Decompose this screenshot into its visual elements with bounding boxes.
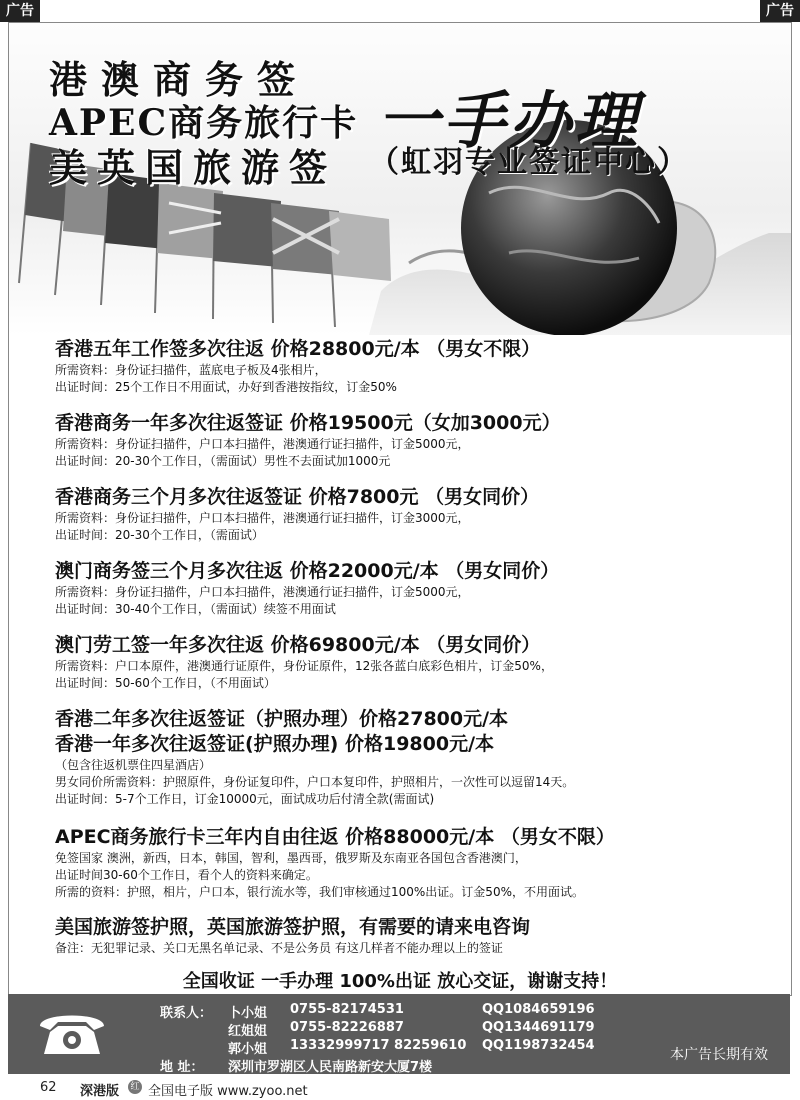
visa-center-name: （虹羽专业签证中心） (369, 145, 689, 180)
visa-item-detail: 出证时间：20-30个工作日，（需面试） (55, 528, 264, 542)
contact-phone[interactable]: 0755-82226887 (290, 1020, 404, 1035)
visa-item-detail: 所需资料：身份证扫描件，户口本扫描件，港澳通行证扫描件，订金5000元， (55, 437, 470, 451)
contact-qq[interactable]: QQ1344691179 (482, 1020, 595, 1035)
visa-item-title: APEC商务旅行卡三年内自由往返 价格88000元/本 （男女不限） (55, 826, 615, 848)
validity-note: 本广告长期有效 (670, 1047, 768, 1063)
contact-qq[interactable]: QQ1198732454 (482, 1038, 595, 1053)
visa-item (55, 337, 775, 396)
contact-phone[interactable]: 0755-82174531 (290, 1002, 404, 1017)
hero-title-line-3: 美英国旅游签 (49, 145, 338, 190)
website-link[interactable]: 全国电子版 www.zyoo.net (148, 1084, 308, 1099)
visa-item-detail: （包含往返机票住四星酒店） (55, 758, 212, 772)
contact-name: 卜小姐 (228, 1006, 268, 1021)
hero-title-line-1: 港澳商务签 (49, 57, 310, 102)
visa-item-detail: 所需资料：身份证扫描件，户口本扫描件，港澳通行证扫描件，订金3000元， (55, 511, 470, 525)
visa-item (55, 559, 775, 618)
visa-item-detail: 出证时间：25个工作日不用面试，办好到香港按指纹，订金50% (55, 380, 397, 394)
visa-item (55, 633, 775, 692)
visa-item-title: 澳门劳工签一年多次往返 价格69800元/本 （男女同价） (55, 634, 541, 656)
visa-item (55, 485, 775, 544)
visa-item-detail: 男女同价所需资料：护照原件，身份证复印件，户口本复印件，护照相片，一次性可以逗留14天。 (55, 775, 575, 789)
visa-item-detail: 所需的资料：护照，相片，户口本，银行流水等，我们审核通过100%出证。订金50%，不用面试。 (55, 885, 584, 899)
contact-name: 红姐姐 (228, 1024, 268, 1039)
visa-item-detail: 备注：无犯罪记录、关口无黑名单记录、不是公务员 有这几样者不能办理以上的签证 (55, 941, 503, 955)
contact-label: 联系人： (160, 1006, 213, 1021)
visa-item-detail: 出证时间：5-7个工作日，订金10000元，面试成功后付清全款(需面试) (55, 792, 435, 806)
page-footer (0, 1074, 800, 1100)
visa-item-detail: 所需资料：身份证扫描件，户口本扫描件，港澳通行证扫描件，订金5000元， (55, 585, 470, 599)
visa-item (55, 707, 775, 808)
visa-item-detail: 所需资料：身份证扫描件，蓝底电子板及4张相片， (55, 363, 327, 377)
contact-qq[interactable]: QQ1084659196 (482, 1002, 595, 1017)
visa-item-detail: 出证时间30-60个工作日，看个人的资料来确定。 (55, 868, 318, 882)
ad-frame (8, 22, 792, 996)
contact-name: 郭小姐 (228, 1042, 268, 1057)
visa-item-detail: 出证时间：20-30个工作日，（需面试）男性不去面试加1000元 (55, 454, 391, 468)
telephone-icon (36, 1008, 108, 1058)
hero-banner (9, 23, 791, 335)
visa-item-title: 香港二年多次往返签证（护照办理）价格27800元/本 (55, 708, 509, 730)
address-text: 深圳市罗湖区人民南路新安大厦7楼 (228, 1060, 433, 1075)
visa-item-title: 澳门商务签三个月多次往返 价格22000元/本 （男女同价） (55, 560, 560, 582)
visa-item (55, 825, 775, 901)
hero-title-line-2: APEC商务旅行卡 (49, 102, 359, 144)
ad-tag-left: 广告 (0, 0, 40, 22)
address-label: 地 址： (160, 1060, 204, 1075)
ad-tag-right: 广告 (760, 0, 800, 22)
visa-item-title: 香港商务三个月多次往返签证 价格7800元 （男女同价） (55, 486, 540, 508)
visa-item-detail: 出证时间：50-60个工作日，（不用面试） (55, 676, 276, 690)
visa-item-title: 香港商务一年多次往返签证 价格19500元（女加3000元） (55, 412, 561, 434)
edition-badge-icon: 红 (128, 1080, 142, 1094)
visa-item (55, 411, 775, 470)
visa-item-title-2: 香港一年多次往返签证(护照办理) 价格19800元/本 (55, 733, 495, 755)
page-number: 62 (40, 1080, 57, 1095)
contact-bar (8, 994, 790, 1074)
closing-slogan: 全国收证 一手办理 100%出证 放心交证，谢谢支持！ (182, 971, 618, 992)
hero-slogan: 一手办理 (377, 84, 642, 157)
visa-item-title: 香港五年工作签多次往返 价格28800元/本 （男女不限） (55, 338, 541, 360)
edition-name: 深港版 (80, 1084, 120, 1099)
visa-item-detail: 免签国家 澳洲，新西，日本，韩国，智利，墨西哥，俄罗斯及东南亚各国包含香港澳门， (55, 851, 527, 865)
visa-item-detail: 出证时间：30-40个工作日，（需面试）续签不用面试 (55, 602, 336, 616)
contact-phone[interactable]: 13332999717 82259610 (290, 1038, 467, 1053)
visa-item-detail: 所需资料：户口本原件，港澳通行证原件，身份证原件，12张各蓝白底彩色相片，订金50%， (55, 659, 553, 673)
visa-item-title: 美国旅游签护照，英国旅游签护照，有需要的请来电咨询 (55, 916, 531, 938)
visa-item (55, 915, 775, 957)
